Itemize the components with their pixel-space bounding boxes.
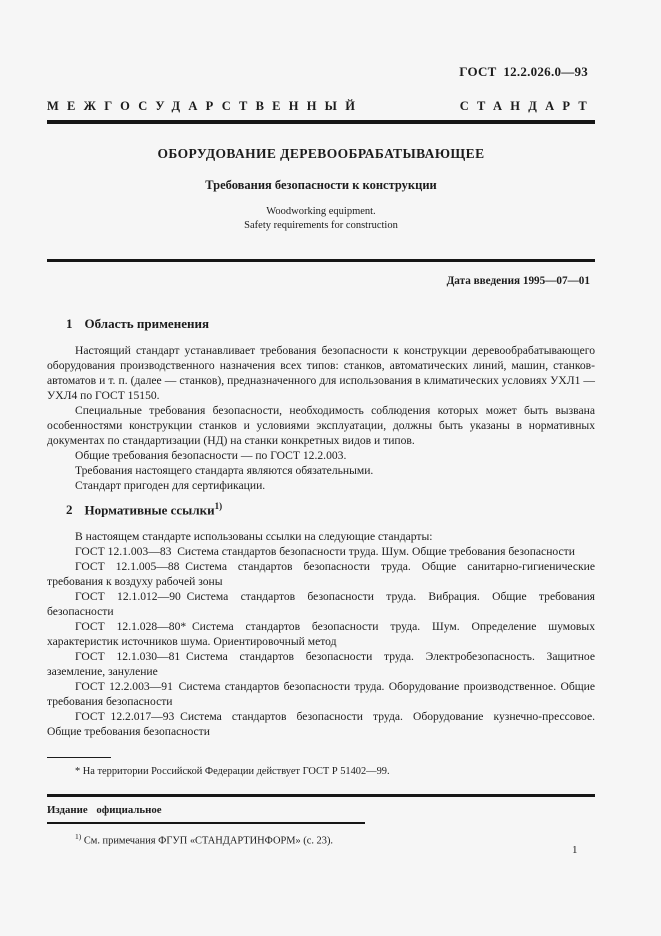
section-title: Нормативные ссылки (84, 502, 215, 518)
edition-label: Издание официальное (47, 803, 162, 816)
footnote-text: См. примечания ФГУП «СТАНДАРТИНФОРМ» (с. 23). (83, 834, 333, 846)
section-number: 1 (66, 316, 73, 331)
body-paragraph: Стандарт пригоден для сертификации. (75, 479, 266, 492)
effective-date: Дата введения 1995—07—01 (446, 275, 590, 287)
page-number: 1 (572, 844, 578, 856)
footnote-marker-superscript: 1) (214, 501, 223, 511)
section-heading-1 (47, 315, 595, 333)
standard-reference: ГОСТ 12.2.003—91 Система стандартов безопасности труда. Оборудование производственное. Общие требования безопасности (47, 680, 595, 709)
standard-reference: ГОСТ 12.1.003—83 Система стандартов безопасности труда. Шум. Общие требования безопасности (75, 545, 575, 559)
section-heading-2 (47, 497, 595, 519)
standard-reference: ГОСТ 12.1.030—81 Система стандартов безопасности труда. Электробезопасность. Защитное заземление, зануление (47, 650, 595, 679)
footnote-separator-rule (47, 757, 111, 758)
standard-reference: ГОСТ 12.1.012—90 Система стандартов безопасности труда. Вибрация. Общие требования безопасности (47, 590, 595, 619)
edition-separator-rule (47, 822, 365, 824)
section-number: 2 (66, 502, 73, 518)
standard-type-word-2: СТАНДАРТ (459, 99, 595, 113)
gost-number: ГОСТ 12.2.026.0—93 (459, 64, 588, 79)
document-title: ОБОРУДОВАНИЕ ДЕРЕВООБРАБАТЫВАЮЩЕЕ (157, 146, 485, 161)
standard-reference: ГОСТ 12.1.028—80* Система стандартов безопасности труда. Шум. Определение шумовых характеристик источников шума. Ориентировочный метод (47, 620, 595, 649)
header-rule (47, 120, 595, 124)
document-subtitle: Требования безопасности к конструкции (205, 178, 437, 192)
section-title: Область применения (84, 316, 209, 331)
title-en-line-2: Safety requirements for construction (244, 220, 398, 231)
title-en-line-1: Woodworking equipment. (266, 206, 376, 217)
body-paragraph: Требования настоящего стандарта являются обязательными. (75, 464, 374, 477)
standard-type-heading (47, 98, 595, 115)
reference-footnote (47, 830, 595, 848)
page-footer-block (47, 757, 595, 847)
standard-reference: ГОСТ 12.1.005—88 Система стандартов безопасности труда. Общие санитарно-гигиенические требования к воздуху рабочей зоны (47, 560, 595, 589)
asterisk-footnote: * На территории Российской Федерации действует ГОСТ Р 51402—99. (75, 766, 390, 777)
standard-type-word-1: МЕЖГОСУДАРСТВЕННЫЙ (47, 99, 364, 113)
body-paragraph: Настоящий стандарт устанавливает требования безопасности к конструкции деревообрабатывающего оборудования производственного назначения всех типов: станков, автоматических линий, машин, станков-автоматов и т. п. (далее — станков), предназначенного для использования в климатических условиях УХЛ1 — УХЛ4 по ГОСТ 15150. (47, 344, 595, 402)
document-title-english (47, 205, 595, 233)
title-separator-rule (47, 259, 595, 262)
footnote-marker: 1) (75, 831, 82, 841)
footer-rule (47, 794, 595, 797)
body-paragraph: В настоящем стандарте использованы ссылки на следующие стандарты: (75, 530, 433, 544)
body-paragraph: Общие требования безопасности — по ГОСТ 12.2.003. (75, 449, 347, 462)
body-paragraph: Специальные требования безопасности, необходимость соблюдения которых может быть вызвана особенностями конструкции станков и условиями эксплуатации, должны быть указаны в нормативных документах по стандартизации (НД) на станки конкретных видов и типов. (47, 404, 595, 447)
standard-reference: ГОСТ 12.2.017—93 Система стандартов безопасности труда. Оборудование кузнечно-прессовое. Общие требования безопасности (47, 710, 595, 739)
